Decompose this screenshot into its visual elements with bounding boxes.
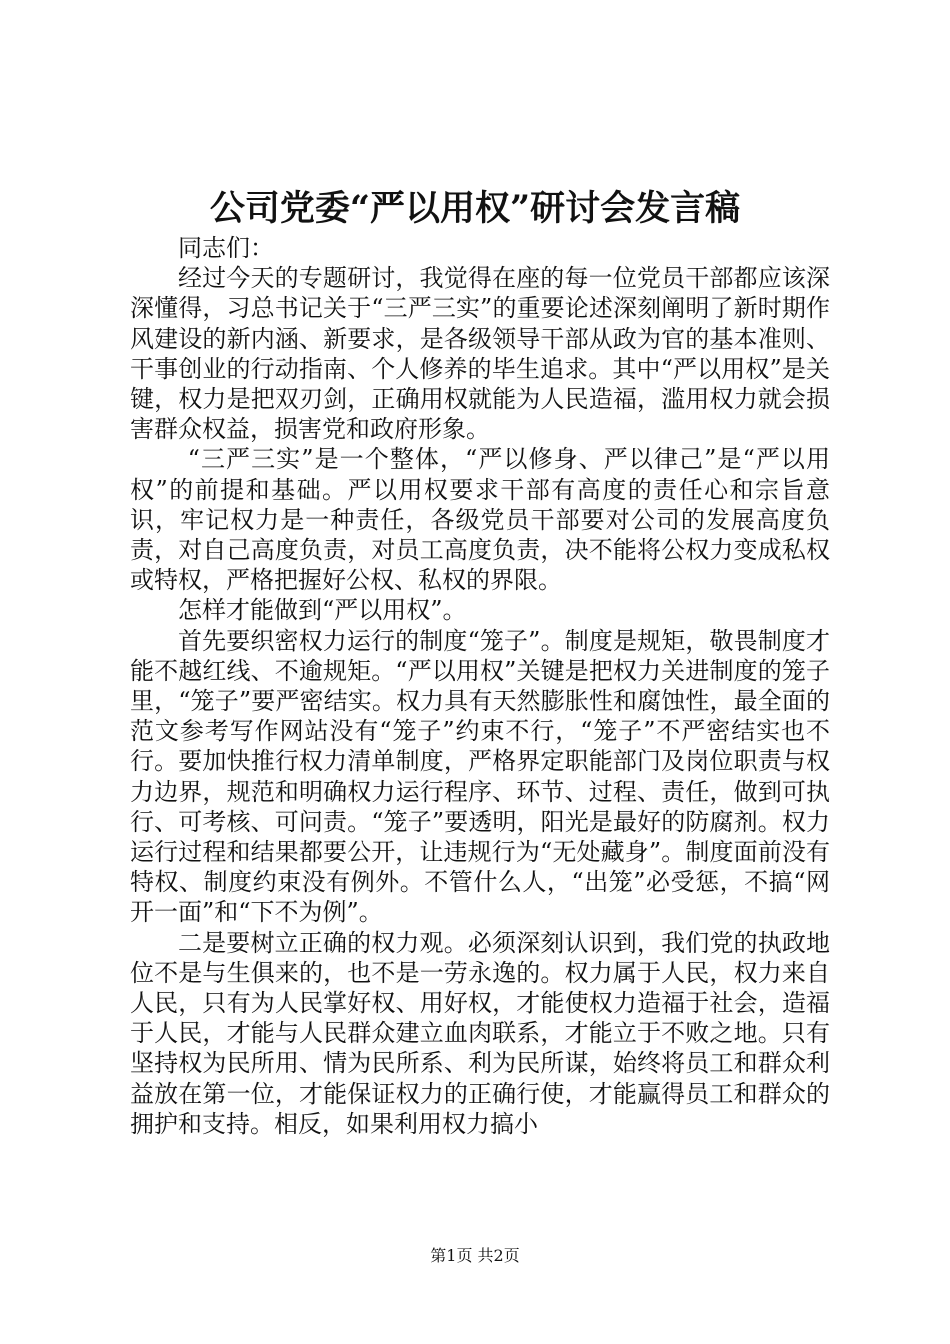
body-paragraph: 经过今天的专题研讨，我觉得在座的每一位党员干部都应该深深懂得，习总书记关于“三严三实”的重要论述深刻阐明了新时期作风建设的新内涵、新要求，是各级领导干部从政为官的基本准则、干事创业的行动指南、个人修养的毕生追求。其中“严以用权”是关键，权力是把双刃剑，正确用权就能为人民造福，滥用权力就会损害群众权益，损害党和政府形象。 bbox=[130, 264, 830, 444]
body-paragraph: 二是要树立正确的权力观。必须深刻认识到，我们党的执政地位不是与生俱来的，也不是一劳永逸的。权力属于人民，权力来自人民，只有为人民掌好权、用好权，才能使权力造福于社会，造福于人民，才能与人民群众建立血肉联系，才能立于不败之地。只有坚持权为民所用、情为民所系、利为民所谋，始终将员工和群众利益放在第一位，才能保证权力的正确行使，才能赢得员工和群众的拥护和支持。相反，如果利用权力搞小 bbox=[130, 928, 830, 1138]
page-number-footer: 第1页 共2页 bbox=[430, 1246, 520, 1265]
body-paragraph: 首先要织密权力运行的制度“笼子”。制度是规矩，敬畏制度才能不越红线、不逾规矩。“严以用权”关键是把权力关进制度的笼子里，“笼子”要严密结实。权力具有天然膨胀性和腐蚀性，最全面的范文参考写作网站没有“笼子”约束不行，“笼子”不严密结实也不行。要加快推行权力清单制度，严格界定职能部门及岗位职责与权力边界，规范和明确权力运行程序、环节、过程、责任，做到可执行、可考核、可问责。“笼子”要透明，阳光是最好的防腐剂。权力运行过程和结果都要公开，让违规行为“无处藏身”。制度面前没有特权、制度约束没有例外。不管什么人，“出笼”必受惩，不搞“网开一面”和“下不为例”。 bbox=[130, 626, 830, 927]
document-title: 公司党委“严以用权”研讨会发言稿 bbox=[209, 188, 741, 229]
body-paragraph: “三严三实”是一个整体，“严以修身、严以律己”是“严以用权”的前提和基础。严以用权要求干部有高度的责任心和宗旨意识，牢记权力是一种责任，各级党员干部要对公司的发展高度负责，对自己高度负责，对员工高度负责，决不能将公权力变成私权或特权，严格把握好公权、私权的界限。 bbox=[130, 445, 830, 595]
document-body bbox=[130, 233, 830, 1139]
salutation-paragraph: 同志们： bbox=[178, 234, 274, 262]
body-paragraph: 怎样才能做到“严以用权”。 bbox=[178, 596, 467, 625]
